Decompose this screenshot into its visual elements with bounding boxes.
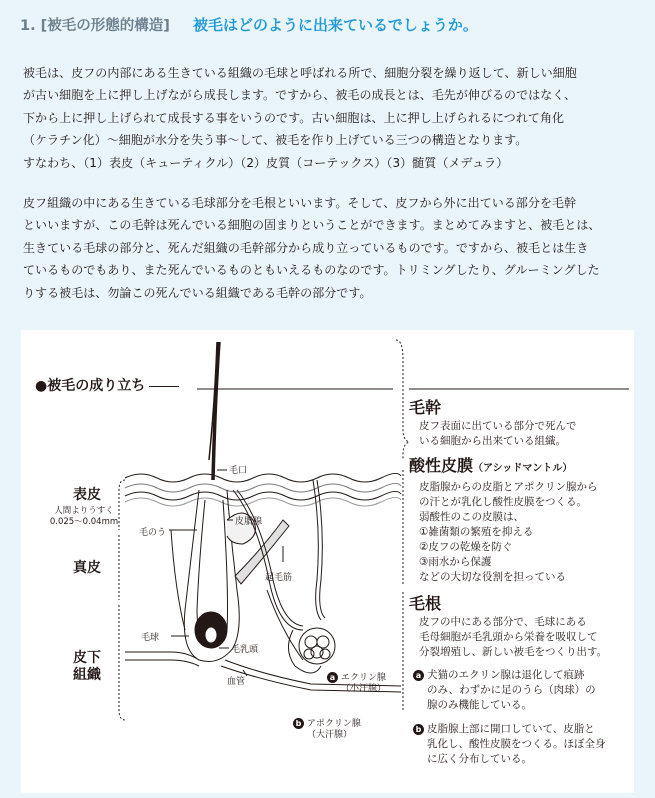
acid-mantle-title bbox=[409, 456, 631, 478]
title-rule bbox=[149, 386, 179, 387]
text-line: 皮フ組織の中にある生きている毛球部分を毛根といいます。そして、皮フから外に出ている部分を毛幹 bbox=[23, 196, 577, 210]
label-sebaceous-gland: 皮脂腺 bbox=[235, 517, 263, 527]
note-a-row bbox=[413, 668, 629, 713]
label-arrector-muscle: 起毛筋 bbox=[265, 573, 293, 583]
hair-shaft-text bbox=[419, 419, 631, 449]
badge-b-icon: b bbox=[413, 724, 424, 735]
note-apocrine bbox=[413, 722, 629, 767]
label-apocrine-gland bbox=[293, 718, 361, 741]
section-hair-root bbox=[409, 594, 631, 660]
page-heading bbox=[20, 14, 478, 35]
text-line: ③雨水から保護 bbox=[419, 556, 492, 568]
hair-shaft-title: 毛幹 bbox=[409, 398, 442, 417]
text-line: すなわち、（1）表皮（キューティクル）（2）皮質（コーテックス）（3）髄質（メデュラ） bbox=[23, 155, 509, 170]
text-line: 皮脂腺からの皮脂とアポクリン腺から bbox=[419, 481, 598, 493]
note-b-text bbox=[427, 722, 606, 767]
eccrine-gland-text: エクリン腺 bbox=[340, 673, 386, 683]
text-line: 乳化し、酸性皮膜をつくる。ほぼ全身 bbox=[427, 738, 606, 750]
section-acid-mantle bbox=[409, 456, 631, 585]
badge-b-icon: b bbox=[293, 718, 304, 729]
epidermis-note bbox=[41, 506, 127, 527]
epidermis-note-line-2: 0.025〜0.04mm bbox=[49, 516, 119, 527]
epidermis-note-line-1: 人間よりうすく bbox=[54, 506, 114, 516]
eccrine-gland-subtext: （小汗腺） bbox=[341, 684, 387, 694]
badge-a-icon: a bbox=[327, 672, 338, 683]
section-subtitle: [被毛の形態的構造] bbox=[40, 18, 170, 34]
diagram-title-text: ●被毛の成り立ち bbox=[35, 378, 146, 394]
text-line: などの大切な役割を担っている bbox=[419, 571, 566, 583]
text-line: （ケラチン化）〜細胞が水分を失う事〜して、被毛を作り上げている三つの構造となります。 bbox=[23, 133, 528, 148]
text-line: いる細胞から出来ている組織。 bbox=[419, 435, 566, 447]
text-line: といいますが、この毛幹は死んでいる細胞の固まりということができます。まとめてみますと、被毛とは、 bbox=[23, 218, 601, 233]
text-line: 腺のみ機能している。 bbox=[427, 699, 532, 711]
text-line: 皮フの中にある部分で、毛球にある bbox=[419, 616, 587, 628]
apocrine-gland-text: アポクリン腺 bbox=[306, 719, 361, 729]
acid-mantle-text bbox=[419, 480, 631, 585]
text-line: ①雑菌類の繁殖を抑える bbox=[419, 526, 534, 538]
page-title: 被毛はどのように出来ているでしょうか。 bbox=[193, 16, 478, 34]
text-line: に広く分布している。 bbox=[427, 753, 532, 765]
note-eccrine bbox=[413, 668, 629, 713]
section-hair-shaft bbox=[409, 398, 631, 449]
label-pore: 毛口 bbox=[229, 466, 248, 476]
text-line: 下から上に押し上げられて成長する事をいうのです。古い細胞は、上に押し上げられるにつれて角化 bbox=[23, 110, 565, 125]
label-hair-follicle: 毛のう bbox=[139, 528, 167, 538]
apocrine-gland-subtext: （大汗腺） bbox=[307, 730, 353, 740]
text-line: 分裂増殖し、新しい被毛をつくり出す。 bbox=[419, 646, 608, 658]
label-dermal-papilla: 毛乳頭 bbox=[231, 645, 259, 655]
note-b-row bbox=[413, 722, 629, 767]
text-line: りする被毛は、勿論この死んでいる組織である毛幹の部分です。 bbox=[23, 285, 372, 300]
hair-structure-panel bbox=[21, 330, 634, 793]
hair-root-text bbox=[419, 615, 631, 660]
badge-a-icon: a bbox=[413, 670, 424, 681]
label-eccrine-gland bbox=[327, 672, 386, 695]
text-line: 毛母細胞が毛乳頭から栄養を吸収して bbox=[419, 631, 598, 643]
text-line: のみ、わずかに足のうら（肉球）の bbox=[427, 684, 596, 696]
text-line: 犬猫のエクリン腺は退化して痕跡 bbox=[427, 669, 585, 681]
layer-dermis: 真皮 bbox=[73, 560, 101, 576]
text-line: 皮フ表面に出ている部分で死んで bbox=[419, 420, 577, 432]
note-a-text bbox=[427, 668, 596, 713]
layer-subcutis-line-1: 皮下 bbox=[73, 650, 101, 666]
text-line: ているものでもあり、また死んでいるものともいえるものなのです。トリミングしたり、グルーミングした bbox=[23, 263, 600, 278]
acid-mantle-title-text: 酸性皮膜 bbox=[409, 456, 474, 475]
layer-subcutis-line-2: 組織 bbox=[73, 667, 101, 683]
intro-paragraph-2 bbox=[23, 192, 635, 304]
text-line: 生きている毛球の部分と、死んだ組織の毛幹部分から成り立っているものです。ですから、被毛とは生き bbox=[23, 240, 589, 255]
hair-root-title: 毛根 bbox=[409, 594, 442, 613]
layer-epidermis: 表皮 bbox=[73, 487, 101, 503]
diagram-title bbox=[35, 375, 179, 395]
text-line: 被毛は、皮フの内部にある生きている組織の毛球と呼ばれる所で、細胞分裂を繰り返して、新しい細胞 bbox=[23, 66, 577, 80]
text-line: の汗とが乳化し酸性皮膜をつくる。 bbox=[419, 496, 587, 508]
text-line: 皮脂腺上部に開口していて、皮脂と bbox=[427, 723, 595, 735]
section-number: 1. bbox=[20, 18, 36, 34]
text-line: が古い細胞を上に押し上げながら成長します。ですから、被毛の成長とは、毛先が伸びるのではなく、 bbox=[23, 88, 577, 103]
layer-subcutis bbox=[73, 650, 101, 684]
text-line: 弱酸性のこの皮膜は、 bbox=[419, 511, 524, 523]
text-line: ②皮フの乾燥を防ぐ bbox=[419, 541, 513, 553]
acid-mantle-title-small: （アシッドマントル） bbox=[473, 463, 573, 474]
label-blood-vessel: 血管 bbox=[227, 677, 246, 687]
intro-paragraph-1 bbox=[23, 62, 635, 174]
label-hair-bulb: 毛球 bbox=[141, 633, 160, 643]
